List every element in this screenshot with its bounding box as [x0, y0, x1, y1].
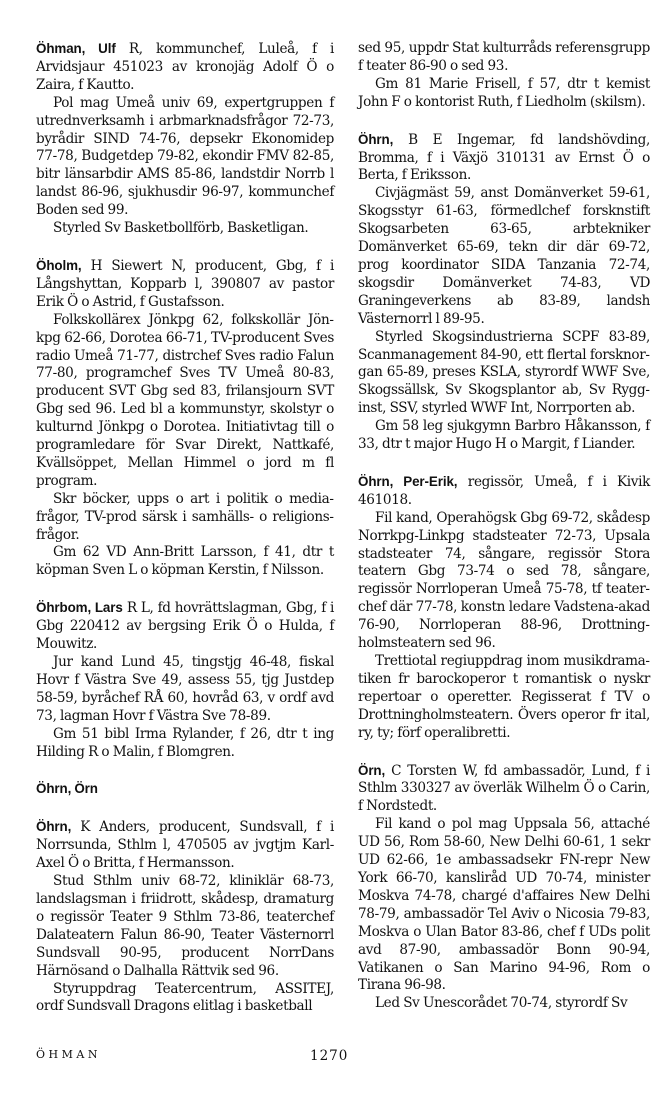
entry-ohman-ulf — [36, 40, 334, 238]
entry-head — [358, 762, 650, 817]
entry-paragraph: Led Sv Unescorådet 70-74, styrordf Sv — [375, 995, 628, 1012]
entry-intro: K Anders, producent, Sundsvall, f i Norrsunda, Sthlm l, 470505 av jvgtjm Karl-Axel Ö o Britta, f Hermansson. — [36, 819, 334, 872]
left-column — [36, 40, 334, 1035]
entry-name: Öhrn, Örn — [36, 781, 98, 797]
entry-paragraph: Folkskollärex Jönkpg 62, folkskollär Jönkpg 62-66, Dorotea 66-71, TV-producent Sves radio Umeå 71-77, distrchef Sves radio Falun 77-80, programchef Sves TV Umeå 80-83, producent SVT Gbg sed 83, frilansjourn SVT Gbg sed 96. Led bl a kommunstyr, skolstyr o kulturnd Jönkpg o Dorotea. Initiativtag till o programledare för Svar Direkt, Nattkafé, Kvällsöppet, Mellan Himmel o jord m fl program. — [36, 311, 334, 489]
entry-paragraph: Skr böcker, upps o art i politik o mediafrågor, TV-prod särsk i samhälls- o religionsfrågor. — [36, 490, 334, 543]
entry-name: Öhrn, — [358, 131, 394, 147]
entry-paragraph: sed 95, uppdr Stat kulturråds referensgrupp f teater 86-90 o sed 93. — [358, 40, 650, 74]
page-number: 1270 — [310, 1048, 349, 1064]
entry-paragraph: Styruppdrag Teatercentrum, ASSITEJ, ordf Sundsvall Dragons elitlag i basketball — [36, 980, 334, 1015]
entry-ohrn-ingemar — [358, 131, 650, 454]
entry-name: Örn, — [358, 762, 386, 778]
entry-ohrn-orn-crossref — [36, 780, 334, 799]
entry-head — [358, 473, 650, 510]
entry-paragraph: Gm 62 VD Ann-Britt Larsson, f 41, dtr t köpman Sven L o köpman Kerstin, f Nilsson. — [36, 544, 334, 579]
entry-head — [36, 257, 334, 312]
entry-paragraph: Jur kand Lund 45, tingstjg 46-48, fiskal Hovr f Västra Sve 49, assess 55, tjg Justdep 58-59, byråchef RÅ 60, hovråd 63, v ordf avd 73, lagman Hovr f Västra Sve 78-89. — [36, 654, 334, 724]
entry-paragraph: Gm 81 Marie Frisell, f 57, dtr t kemist John F o kontorist Ruth, f Liedholm (skilsm). — [358, 75, 650, 110]
entry-paragraph: Civjägmäst 59, anst Domänverket 59-61, Skogsstyr 61-63, förmedlchef forsknstift Skogsarbeten 63-65, arbtekniker Domänverket 65-69, tekn dir där 69-72, prog koordinator SIDA Tanzania 72-74, skogsdir Domänverket 74-83, VD Graningeverkens ab 83-89, landsh Västernorrl l 89-95. — [358, 185, 650, 327]
entry-ohrn-per-erik — [358, 473, 650, 743]
entry-intro: B E Ingemar, fd landshövding, Bromma, f i Växjö 310131 av Ernst Ö o Berta, f Eriksson. — [358, 131, 650, 184]
running-head: ÖHMAN — [36, 1048, 101, 1061]
entry-paragraph: Trettiotal regiuppdrag inom musikdramatiken fr barockoperor t romantisk o nyskr repertoar o operetter. Regisserat f TV o Drottningholmsteatern. Övers operor fr ital, ry, ty; förf operalibretti. — [358, 653, 650, 741]
entry-head — [36, 818, 334, 873]
entry-name: Öhrbom, Lars — [36, 600, 123, 616]
entry-orn-torsten — [358, 762, 650, 1014]
entry-name: Öhrn, Per-Erik, — [358, 473, 458, 489]
entry-ohrn-anders-continued — [358, 40, 650, 112]
entry-head — [358, 131, 650, 186]
entry-name: Öhrn, — [36, 819, 72, 835]
right-column — [358, 40, 650, 1032]
entry-paragraph: Pol mag Umeå univ 69, expertgruppen f utrednverksamh i arbmarknadsfrågor 72-73, byrådir SIND 74-76, depsekr Ekonomidep 77-78, Budgetdep 79-82, ekondir FMV 82-85, bitr länsarbdir AMS 85-86, landstdir Norrb l landst 86-96, sjukhusdir 96-97, kommunchef Boden sed 99. — [36, 94, 334, 219]
entry-head — [36, 599, 334, 654]
entry-paragraph: Fil kand, Operahögsk Gbg 69-72, skådesp Norrkpg-Linkpg stadsteater 72-73, Upsala stadsteater 74, sångare, regissör Stora teatern Gbg 73-74 o sed 78, sångare, regissör Norrloperan Umeå 75-78, tf teaterchef där 77-78, konstn ledare Vadstena-akad 76-90, Norrloperan 88-96, Drottningholmsteatern sed 96. — [358, 509, 650, 652]
entry-intro: R, kommunchef, Luleå, f i Arvidsjaur 451023 av kronojäg Adolf Ö o Zaira, f Kautto. — [36, 41, 334, 93]
entry-ohrbom-lars — [36, 599, 334, 761]
entry-ohrn-anders — [36, 818, 334, 1016]
entry-name: Öhman, Ulf — [36, 41, 116, 56]
entry-intro: C Torsten W, fd ambassadör, Lund, f i Sthlm 330327 av överläk Wilhelm Ö o Carin, f Nordstedt. — [358, 762, 650, 815]
page-footer — [36, 1048, 650, 1068]
entry-intro: regissör, Umeå, f i Kivik 461018. — [358, 473, 650, 508]
entry-name: Öholm, — [36, 257, 82, 273]
entry-head — [36, 40, 334, 95]
entry-paragraph: Gm 51 bibl Irma Rylander, f 26, dtr t ing Hilding R o Malin, f Blomgren. — [36, 725, 334, 760]
entry-paragraph: Styrled Skogsindustrierna SCPF 83-89, Scanmanagement 84-90, ett flertal forsknorgan 65-89, preses KSLA, styrordf WWF Sve, Skogssällsk, Sv Skogsplantor ab, Sv Rygginst, SSV, styrled WWF Int, Norrporten ab. — [358, 328, 650, 417]
entry-paragraph: Stud Sthlm univ 68-72, kliniklär 68-73, landslagsman i friidrott, skådesp, dramaturg o regissör Teater 9 Sthlm 73-86, teaterchef Dalateatern Falun 86-90, Teater Västernorrl Sundsvall 90-95, producent NorrDans Härnösand o Dalhalla Rättvik sed 96. — [36, 873, 334, 979]
entry-oholm-siewert — [36, 257, 334, 580]
entry-paragraph: Styrled Sv Basketbollförb, Basketligan. — [53, 220, 309, 237]
entry-head — [36, 780, 334, 799]
entry-intro: H Siewert N, producent, Gbg, f i Långshyttan, Kopparb l, 390807 av pastor Erik Ö o Astrid, f Gustafsson. — [36, 257, 334, 310]
entry-paragraph: Fil kand o pol mag Uppsala 56, attaché UD 56, Rom 58-60, New Delhi 60-61, 1 sekr UD 62-66, 1e ambassadsekr FN-repr New York 66-70, kansliråd UD 70-74, minister Moskva 74-78, chargé d'affaires New Delhi 78-79, ambassadör Tel Aviv o Nicosia 79-83, Moskva o Ulan Bator 83-86, chef f UDs polit avd 87-90, ambassadör Bonn 90-94, Vatikanen o San Marino 94-96, Rom o Tirana 96-98. — [358, 816, 650, 994]
entry-intro: R L, fd hovrättslagman, Gbg, f i Gbg 220412 av bergsing Erik Ö o Hulda, f Mouwitz. — [36, 600, 334, 653]
entry-paragraph: Gm 58 leg sjukgymn Barbro Håkansson, f 33, dtr t major Hugo H o Margit, f Liander. — [358, 418, 650, 453]
